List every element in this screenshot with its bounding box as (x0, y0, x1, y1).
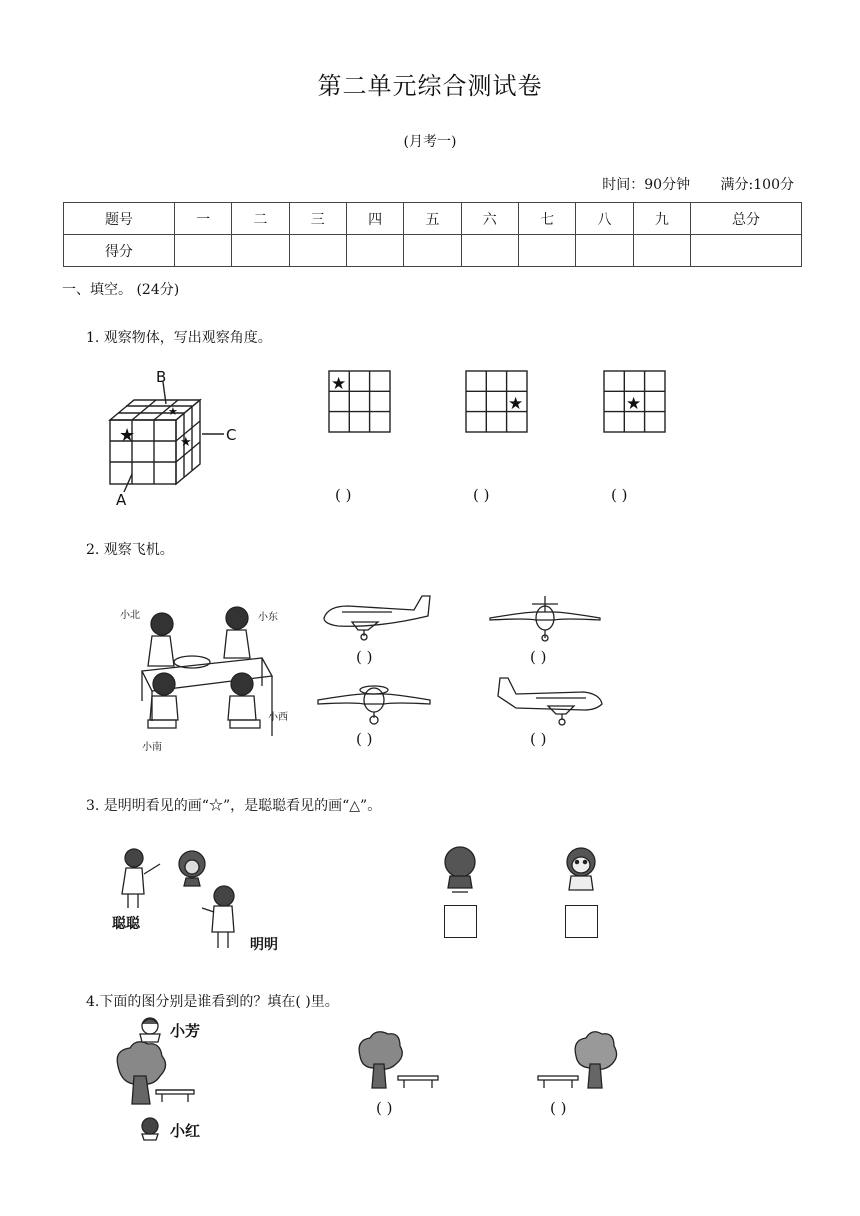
monkey-front-view (559, 846, 603, 896)
grid-view-3 (603, 370, 667, 434)
score-cell: 六 (461, 203, 518, 235)
score-table (63, 202, 802, 267)
question-2-text: 2. 观察飞机。 (86, 542, 174, 558)
page-subtitle: (月考一) (403, 134, 457, 150)
score-cell: 得分 (64, 235, 175, 267)
score-cell: 题号 (64, 203, 175, 235)
monkey-back-view (438, 844, 482, 896)
page-title: 第二单元综合测试卷 (317, 72, 543, 100)
answer-blank[interactable]: ( ) (335, 486, 352, 504)
section-title: 一、填空。 (24分) (62, 282, 180, 298)
score-input-cell[interactable] (232, 235, 289, 267)
name-label: 明明 (250, 937, 278, 953)
cube-figure (100, 364, 250, 514)
score-input-cell[interactable] (404, 235, 461, 267)
answer-blank[interactable]: ( ) (376, 1099, 393, 1117)
star-icon: ★ (508, 394, 524, 414)
label-a: A (116, 491, 127, 509)
answer-blank[interactable]: ( ) (356, 648, 373, 666)
name-label: 聪聪 (112, 916, 140, 932)
score-cell: 五 (404, 203, 461, 235)
score-input-cell[interactable] (289, 235, 346, 267)
score-input-cell[interactable] (518, 235, 575, 267)
score-table-score-row (64, 235, 802, 267)
score-input-cell[interactable] (461, 235, 518, 267)
label-b: B (156, 368, 167, 386)
answer-blank[interactable]: ( ) (530, 648, 547, 666)
score-input-cell[interactable] (690, 235, 801, 267)
label-c: C (226, 426, 237, 444)
name-label: 小芳 (170, 1022, 201, 1040)
star-icon: ★ (331, 374, 347, 394)
answer-box[interactable] (565, 905, 598, 938)
tree-bench-view-1 (354, 1028, 444, 1092)
question-3-text: 3. 是明明看见的画“☆”，是聪聪看见的画“△”。 (86, 798, 382, 814)
tree-bench-top-view (110, 1014, 230, 1144)
time-limit: 时间：90分钟 (602, 177, 691, 193)
score-input-cell[interactable] (174, 235, 231, 267)
answer-blank[interactable]: ( ) (530, 730, 547, 748)
airplane-rear-view (486, 594, 604, 642)
airplane-side-view-right (492, 676, 606, 726)
children-monkey-illustration (108, 842, 298, 960)
name-label: 小西 (268, 712, 288, 723)
grid-view-1 (328, 370, 392, 434)
score-cell: 一 (174, 203, 231, 235)
children-table-illustration (112, 596, 292, 756)
star-icon: ★ (180, 435, 192, 450)
score-input-cell[interactable] (576, 235, 633, 267)
exam-info (576, 174, 794, 194)
star-icon: ★ (626, 394, 642, 414)
score-cell: 九 (633, 203, 690, 235)
answer-box[interactable] (444, 905, 477, 938)
score-cell: 二 (232, 203, 289, 235)
score-input-cell[interactable] (633, 235, 690, 267)
name-label: 小红 (170, 1122, 201, 1140)
score-input-cell[interactable] (346, 235, 403, 267)
full-score: 满分:100分 (720, 177, 794, 193)
star-icon: ★ (168, 405, 178, 418)
grid-view-2 (465, 370, 529, 434)
tree-bench-view-2 (536, 1028, 626, 1092)
question-4-text: 4.下面的图分别是谁看到的？填在( )里。 (86, 994, 339, 1010)
name-label: 小东 (258, 612, 278, 623)
score-cell: 总分 (690, 203, 801, 235)
star-icon: ★ (119, 425, 136, 446)
score-cell: 三 (289, 203, 346, 235)
answer-blank[interactable]: ( ) (611, 486, 628, 504)
name-label: 小北 (120, 610, 140, 621)
score-cell: 四 (346, 203, 403, 235)
airplane-side-view (318, 594, 436, 642)
name-label: 小南 (142, 742, 162, 753)
score-cell: 八 (576, 203, 633, 235)
answer-blank[interactable]: ( ) (473, 486, 490, 504)
score-cell: 七 (518, 203, 575, 235)
answer-blank[interactable]: ( ) (550, 1099, 567, 1117)
airplane-front-view (314, 678, 434, 726)
score-table-header-row (64, 203, 802, 235)
question-1-text: 1. 观察物体，写出观察角度。 (86, 330, 272, 346)
answer-blank[interactable]: ( ) (356, 730, 373, 748)
